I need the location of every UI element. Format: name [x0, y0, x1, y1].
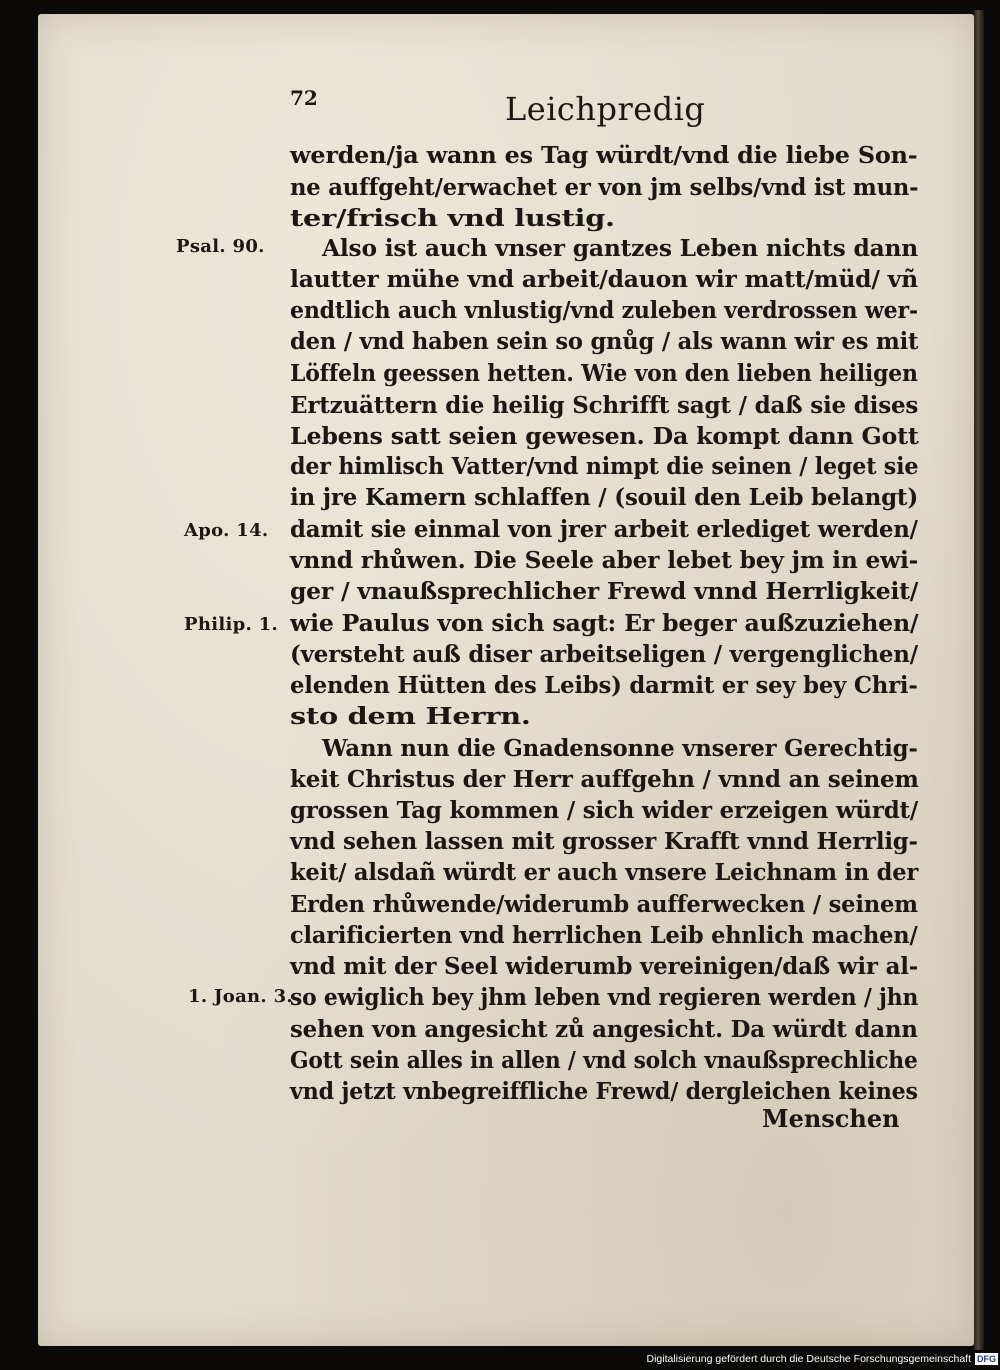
funding-footer [600, 1351, 998, 1367]
margin-note-apocalypse: Apo. 14. [184, 520, 269, 541]
text-line: Erden rhůwende/widerumb aufferwecken / seinem [290, 891, 918, 918]
text-line: elenden Hütten des Leibs) darmit er sey bey Chri- [290, 672, 918, 699]
margin-note-john: 1. Joan. 3. [188, 986, 293, 1007]
funding-credit: Digitalisierung gefördert durch die Deutsche Forschungsgemeinschaft [646, 1353, 971, 1365]
text-line: keit Christus der Herr auffgehn / vnnd an seinem [290, 766, 919, 793]
page-edge [974, 10, 984, 1350]
text-line: Gott sein alles in allen / vnd solch vnaußsprechliche [290, 1047, 918, 1074]
text-line: Also ist auch vnser gantzes Leben nichts dann [322, 235, 919, 262]
text-line: wie Paulus von sich sagt: Er beger außzuziehen/ [290, 610, 919, 637]
text-line: in jre Kamern schlaffen / (souil den Leib belangt) [290, 484, 918, 511]
text-line: ger / vnaußsprechlicher Frewd vnnd Herrligkeit/ [290, 578, 919, 605]
text-line: damit sie einmal von jrer arbeit erlediget werden/ [290, 516, 918, 543]
text-line: so ewiglich bey jhm leben vnd regieren werden / jhn [290, 984, 919, 1011]
text-line: der himlisch Vatter/vnd nimpt die seinen / leget sie [290, 453, 919, 480]
text-line: vnd sehen lassen mit grosser Krafft vnnd Herrlig- [290, 828, 918, 855]
text-line: ter/frisch vnd lustig. [290, 205, 615, 232]
text-line: Löffeln geessen hetten. Wie von den lieben heiligen [290, 360, 918, 387]
text-line: sto dem Herrn. [290, 703, 531, 730]
text-line: sehen von angesicht zů angesicht. Da würdt dann [290, 1016, 918, 1043]
text-line: endtlich auch vnlustig/vnd zuleben verdrossen wer- [290, 297, 918, 324]
page-number: 72 [290, 86, 318, 110]
margin-note-psalm: Psal. 90. [176, 236, 265, 257]
text-line: (versteht auß diser arbeitseligen / vergenglichen/ [290, 641, 918, 668]
dfg-logo: DFG [977, 1354, 996, 1364]
text-line: grossen Tag kommen / sich wider erzeigen würdt/ [290, 797, 919, 824]
text-line: Wann nun die Gnadensonne vnserer Gerechtig- [322, 735, 918, 762]
text-line: ne auffgeht/erwachet er von jm selbs/vnd ist mun- [290, 174, 919, 201]
text-line: vnd mit der Seel widerumb vereinigen/daß wir al- [290, 953, 919, 980]
catchword: Menschen [762, 1104, 900, 1133]
text-line: lautter mühe vnd arbeit/dauon wir matt/müd/ vñ [290, 266, 918, 293]
text-line: clarificierten vnd herrlichen Leib ehnlich machen/ [290, 922, 918, 949]
text-line: Ertzuättern die heilig Schrifft sagt / daß sie dises [290, 392, 919, 419]
text-line: keit/ alsdañ würdt er auch vnsere Leichnam in der [290, 859, 919, 886]
text-line: Lebens satt seien gewesen. Da kompt dann Gott [290, 423, 919, 450]
margin-note-philippians: Philip. 1. [184, 614, 279, 635]
text-line: vnnd rhůwen. Die Seele aber lebet bey jm in ewi- [290, 547, 919, 574]
text-line: vnd jetzt vnbegreiffliche Frewd/ dergleichen keines [290, 1078, 918, 1105]
text-line: den / vnd haben sein so gnůg / als wann wir es mit [290, 328, 919, 355]
text-line: werden/ja wann es Tag würdt/vnd die liebe Son- [290, 142, 918, 169]
running-head: Leichpredig [505, 90, 706, 128]
